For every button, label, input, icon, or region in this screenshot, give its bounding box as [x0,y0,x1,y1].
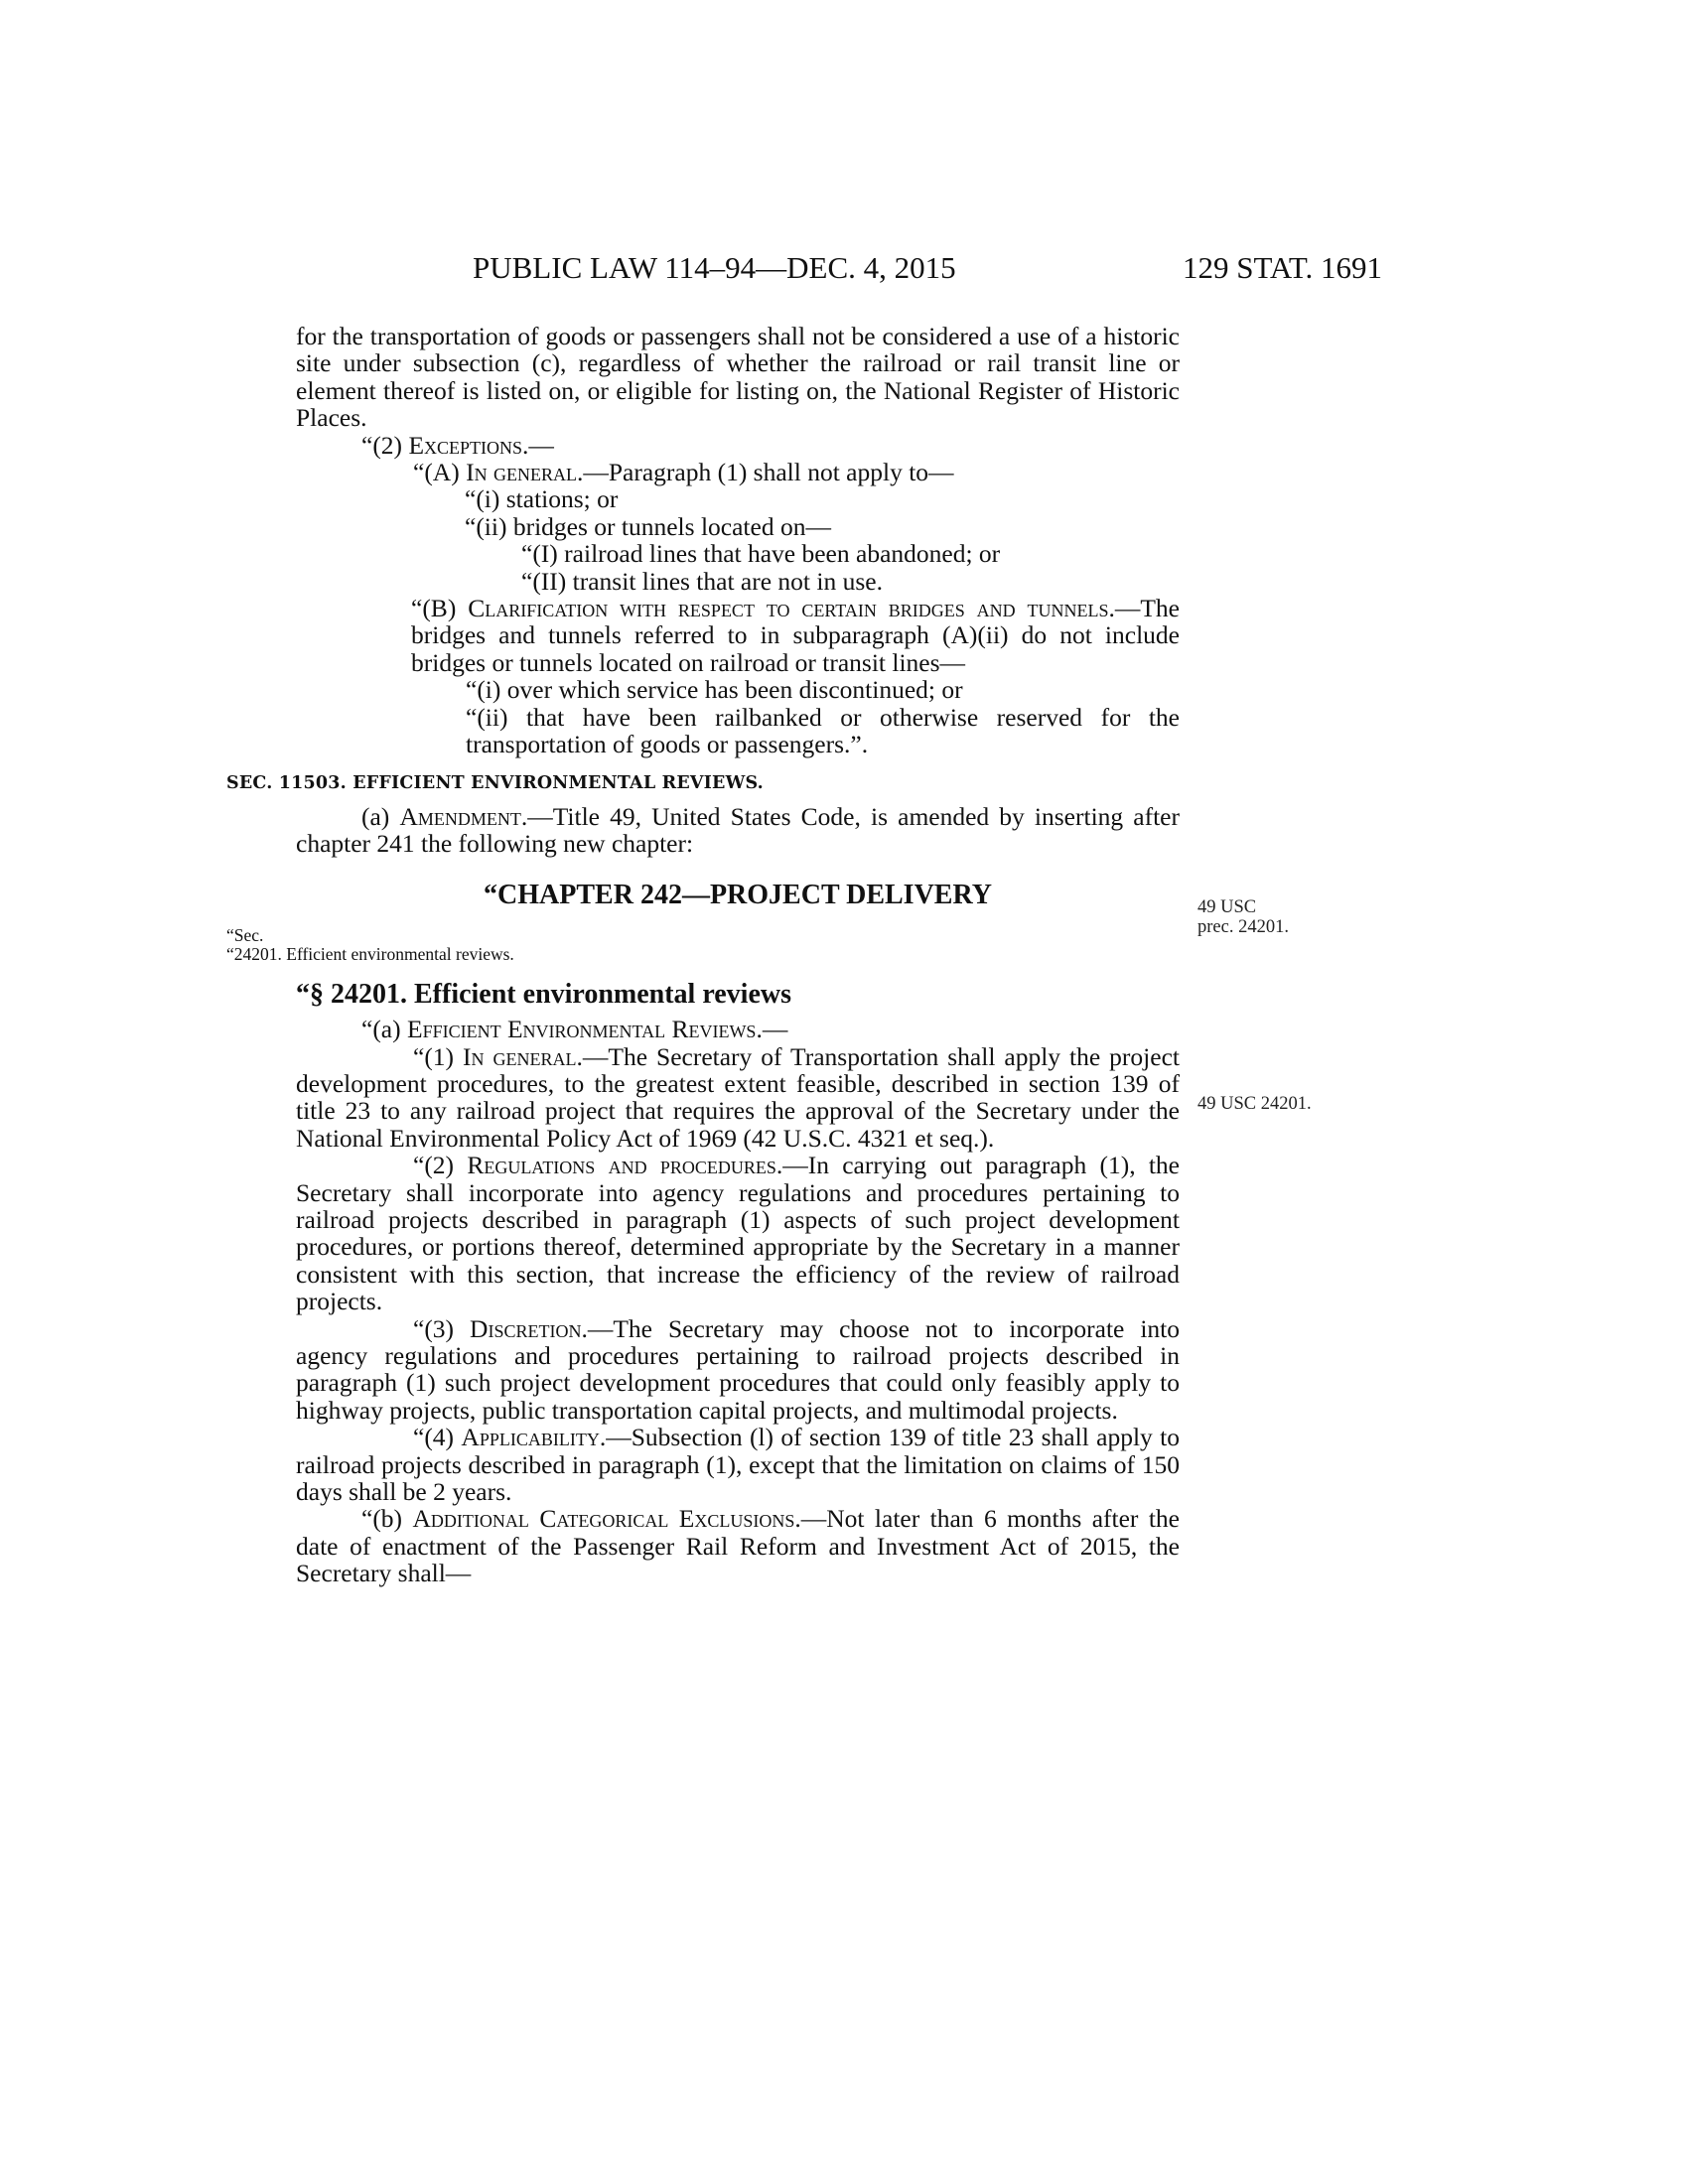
clause-b-i: “(i) over which service has been discontinued; or [466,675,963,705]
text: .—Title 49, United States Code, is amended by inserting after chapter 241 the following new chapter: [296,801,1180,859]
section-heading: SEC. 11503. EFFICIENT ENVIRONMENTAL REVIEWS. [226,772,764,793]
text: .—In carrying out paragraph (1), the Secretary shall incorporate into agency regulations and procedures pertaining to railroad projects described in paragraph (1) aspects of such project development procedures, or portions thereof, determined appropriate by the Secretary in a manner consistent with this section, that increase the efficiency of the review of railroad projects. [296,1151,1180,1316]
paragraph-continuation: for the transportation of goods or passengers shall not be considered a use of a historic site under subsection (c), regardless of whether the railroad or rail transit line or element thereof is listed on, or eligible for listing on, the National Register of Historic Places. [296,322,1180,433]
num: “(b) [361,1504,413,1534]
num: “(2) [361,430,409,460]
paragraph-amendment [296,803,1180,858]
chapter-title: “CHAPTER 242—PROJECT DELIVERY [484,879,992,910]
margin-note-usc: 49 USC 24201. [1197,1094,1312,1114]
heading: Clarification with respect to certain bridges and tunnels [468,594,1109,623]
text: .—The Secretary may choose not to incorporate into agency regulations and procedures pertaining to railroad projects described in paragraph (1) such project development procedures that could only feasibly apply to highway projects, public transportation capital projects, and multimodal projects. [296,1313,1180,1425]
paragraph-exceptions [296,432,1180,459]
heading: Amendment [399,801,521,831]
page-header [473,250,1382,290]
text: .—The bridges and tunnels referred to in subparagraph (A)(ii) do not include bridges or tunnels located on railroad or transit lines— [411,594,1180,677]
paragraph-2-regulations [296,1152,1180,1314]
text: .—Subsection (l) of section 139 of title 23 shall apply to railroad projects described in paragraph (1), except that the limitation on claims of 150 days shall be 2 years. [296,1423,1180,1507]
clause-ii-bridges: “(ii) bridges or tunnels located on— [465,511,831,541]
text: .—Paragraph (1) shall not apply to— [576,458,954,487]
heading: Applicability [461,1423,600,1452]
num: “(2) [413,1151,468,1180]
document-body [226,322,1180,1588]
paragraph-4-applicability [296,1424,1180,1505]
section-title: “§ 24201. Efficient environmental reviews [296,979,792,1011]
subsection-a [296,1016,1180,1042]
num: “(3) [413,1313,471,1343]
subclause-I [296,540,1180,567]
num: “(B) [411,594,469,623]
header-citation: PUBLIC LAW 114–94—DEC. 4, 2015 [473,250,956,285]
num: “(1) [413,1041,464,1071]
clauses-b-block [296,676,1180,703]
num: “(a) [361,1015,407,1044]
toc-sec-label: “Sec. [226,925,264,946]
paragraph-1-in-general [296,1043,1180,1153]
subclause-II: “(II) transit lines that are not in use. [521,566,883,596]
paragraph-3-discretion [296,1315,1180,1425]
clause-i-stations: “(i) stations; or [465,484,619,514]
dash: .— [756,1015,788,1044]
margin-note-prec [1197,897,1289,937]
text: “(I) railroad lines that have been abandoned; or [521,539,1001,569]
margin-note-line: prec. 24201. [1197,917,1289,937]
num: “(A) [413,458,467,487]
clauses-b-ii-block [296,704,1180,758]
heading: Additional Categorical Exclusions [412,1504,795,1534]
heading: Exceptions [408,430,523,460]
margin-note-line: 49 USC [1197,897,1257,917]
dash: .— [522,430,554,460]
text: .—Not later than 6 months after the date of enactment of the Passenger Rail Reform and Investment Act of 2015, the Secretary shall— [296,1504,1180,1588]
paragraph-a-in-general [296,459,1180,485]
paragraph-b-block [296,595,1180,676]
subsection-b [296,1505,1180,1586]
table-of-contents [226,926,1180,964]
toc-entry: “24201. Efficient environmental reviews. [226,944,514,965]
heading: Efficient Environmental Reviews [407,1015,757,1044]
heading: Discretion [470,1313,582,1343]
num: (a) [361,801,400,831]
clause-b-ii: “(ii) that have been railbanked or otherwise reserved for the transportation of goods or passengers.”. [466,702,1180,759]
paragraph-b-clarification [411,595,1180,676]
heading: Regulations and procedures [467,1151,776,1180]
heading: In general [463,1041,577,1071]
heading: In general [466,458,577,487]
text: .—The Secretary of Transportation shall apply the project development procedures, to the greatest extent feasible, described in section 139 of title 23 to any railroad project that requires the approval of the Secretary under the National Environmental Policy Act of 1969 (42 U.S.C. 4321 et seq.). [296,1041,1180,1153]
num: “(4) [413,1423,462,1452]
header-stat-page: 129 STAT. 1691 [1182,250,1382,285]
